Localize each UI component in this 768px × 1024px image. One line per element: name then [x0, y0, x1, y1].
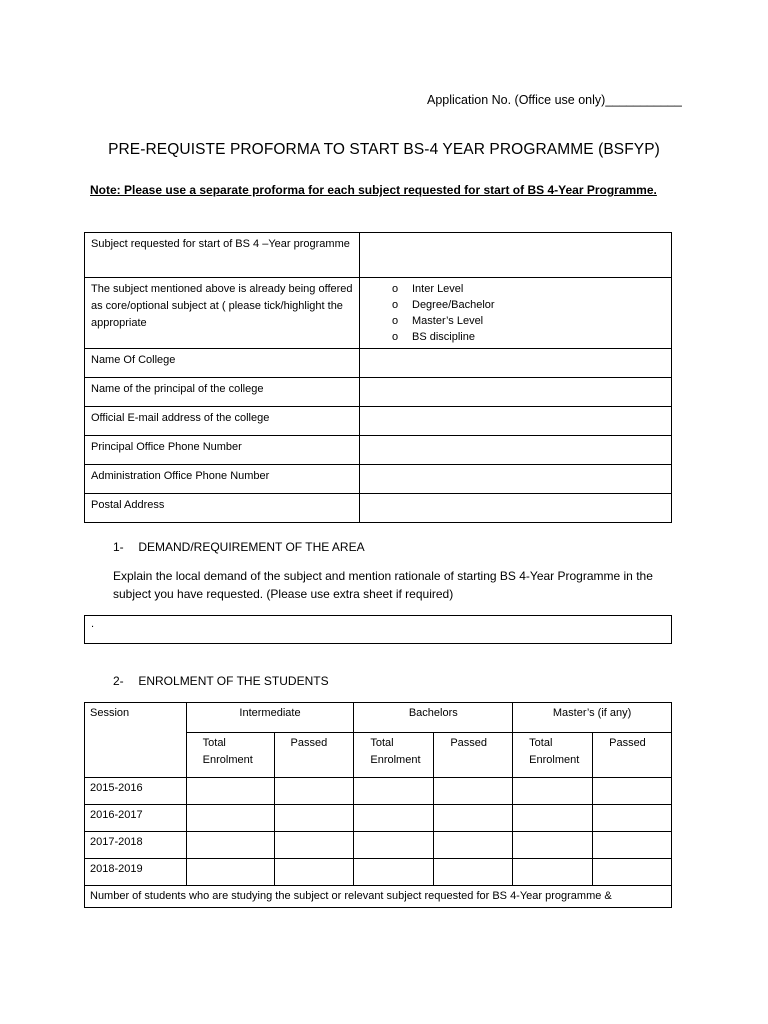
- admin-phone-label: Administration Office Phone Number: [85, 465, 360, 494]
- table-row: [85, 778, 672, 805]
- enrolment-cell[interactable]: [434, 859, 513, 886]
- enrolment-table: [84, 702, 672, 908]
- enrolment-cell[interactable]: [513, 832, 593, 859]
- intermediate-header: Intermediate: [186, 703, 354, 733]
- principal-phone-field[interactable]: [360, 436, 672, 465]
- enrolment-cell[interactable]: [513, 859, 593, 886]
- total-enrolment-header: Total Enrolment: [354, 733, 434, 778]
- levels-list: [366, 281, 665, 345]
- levels-cell: [360, 278, 672, 349]
- enrolment-cell[interactable]: [274, 859, 354, 886]
- bachelors-header: Bachelors: [354, 703, 513, 733]
- already-offered-label: The subject mentioned above is already being offered as core/optional subject at ( please tick/highlight the appropriate: [85, 278, 360, 349]
- official-email-field[interactable]: [360, 407, 672, 436]
- session-year: 2017-2018: [85, 832, 187, 859]
- enrolment-cell[interactable]: [274, 778, 354, 805]
- level-option[interactable]: o Degree/Bachelor: [392, 297, 665, 313]
- passed-header: Passed: [593, 733, 672, 778]
- table-row: [85, 859, 672, 886]
- table-footer-note: Number of students who are studying the subject or relevant subject requested for BS 4-Year programme &: [85, 886, 672, 908]
- college-name-label: Name Of College: [85, 349, 360, 378]
- postal-address-field[interactable]: [360, 494, 672, 523]
- session-year: 2015-2016: [85, 778, 187, 805]
- enrolment-cell[interactable]: [593, 778, 672, 805]
- college-info-table: [84, 232, 672, 523]
- total-enrolment-header: Total Enrolment: [513, 733, 593, 778]
- enrolment-cell[interactable]: [186, 778, 274, 805]
- section1-number: 1-: [113, 540, 124, 554]
- enrolment-cell[interactable]: [593, 859, 672, 886]
- total-enrolment-header: Total Enrolment: [186, 733, 274, 778]
- section2-title: ENROLMENT OF THE STUDENTS: [138, 674, 329, 688]
- demand-explanation-text: .: [91, 618, 95, 630]
- section2-heading: [113, 674, 329, 688]
- subject-requested-label: Subject requested for start of BS 4 –Year programme: [85, 233, 360, 278]
- enrolment-cell[interactable]: [354, 859, 434, 886]
- enrolment-cell[interactable]: [434, 778, 513, 805]
- table-row: [85, 805, 672, 832]
- enrolment-cell[interactable]: [186, 859, 274, 886]
- college-name-field[interactable]: [360, 349, 672, 378]
- page-title: PRE-REQUISTE PROFORMA TO START BS-4 YEAR PROGRAMME (BSFYP): [108, 141, 660, 158]
- subject-requested-field[interactable]: [360, 233, 672, 278]
- application-number: Application No. (Office use only)___________: [427, 93, 682, 107]
- enrolment-cell[interactable]: [354, 832, 434, 859]
- masters-header: Master’s (if any): [513, 703, 672, 733]
- section1-heading: [113, 540, 365, 554]
- passed-header: Passed: [274, 733, 354, 778]
- postal-address-label: Postal Address: [85, 494, 360, 523]
- section2-number: 2-: [113, 674, 124, 688]
- admin-phone-field[interactable]: [360, 465, 672, 494]
- level-option[interactable]: o Master’s Level: [392, 313, 665, 329]
- enrolment-cell[interactable]: [274, 805, 354, 832]
- table-row: [85, 832, 672, 859]
- demand-explanation-box[interactable]: [84, 615, 672, 644]
- enrolment-cell[interactable]: [593, 832, 672, 859]
- session-year: 2016-2017: [85, 805, 187, 832]
- enrolment-cell[interactable]: [354, 805, 434, 832]
- enrolment-cell[interactable]: [186, 832, 274, 859]
- section1-title: DEMAND/REQUIREMENT OF THE AREA: [138, 540, 365, 554]
- session-header: Session: [85, 703, 187, 778]
- principal-name-label: Name of the principal of the college: [85, 378, 360, 407]
- principal-phone-label: Principal Office Phone Number: [85, 436, 360, 465]
- enrolment-cell[interactable]: [354, 778, 434, 805]
- enrolment-cell[interactable]: [434, 832, 513, 859]
- enrolment-cell[interactable]: [434, 805, 513, 832]
- official-email-label: Official E-mail address of the college: [85, 407, 360, 436]
- enrolment-cell[interactable]: [593, 805, 672, 832]
- passed-header: Passed: [434, 733, 513, 778]
- enrolment-cell[interactable]: [513, 778, 593, 805]
- note: Note: Please use a separate proforma for each subject requested for start of BS 4-Year Programme.: [90, 183, 657, 197]
- enrolment-cell[interactable]: [186, 805, 274, 832]
- level-option[interactable]: o Inter Level: [392, 281, 665, 297]
- principal-name-field[interactable]: [360, 378, 672, 407]
- enrolment-cell[interactable]: [513, 805, 593, 832]
- section1-instruction: Explain the local demand of the subject and mention rationale of starting BS 4-Year Programme in the subject you have requested. (Please use extra sheet if required): [113, 569, 653, 601]
- level-option[interactable]: o BS discipline: [392, 329, 665, 345]
- session-year: 2018-2019: [85, 859, 187, 886]
- enrolment-cell[interactable]: [274, 832, 354, 859]
